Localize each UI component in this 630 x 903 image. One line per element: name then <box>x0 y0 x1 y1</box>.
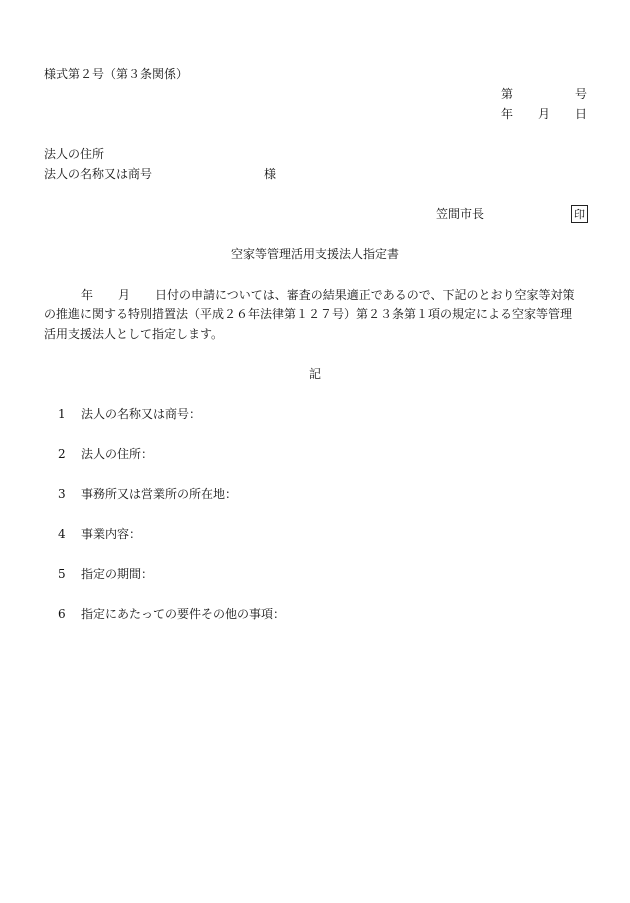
body-line-1-text: 日付の申請については、審査の結果適正であるので、下記のとおり空家等対策 <box>155 288 575 302</box>
item-label: 指定にあたっての要件その他の事項： <box>81 607 286 621</box>
ki-heading: 記 <box>308 367 321 381</box>
item-label: 事業内容： <box>81 527 142 541</box>
item-label: 法人の住所： <box>81 447 154 461</box>
item-number: 4 <box>58 527 66 541</box>
number-suffix: 号 <box>574 87 587 101</box>
body-line-3: 活用支援法人として指定します。 <box>44 327 224 341</box>
list-item <box>58 408 201 420</box>
recipient-name-label: 法人の名称又は商号 <box>44 167 153 181</box>
number-prefix: 第 <box>501 87 514 101</box>
body-line-2: の推進に関する特別措置法（平成２６年法律第１２７号）第２３条第１項の規定による空家等管理 <box>44 307 573 321</box>
item-label: 事務所又は営業所の所在地： <box>81 487 238 501</box>
body-year-label: 年 <box>81 288 94 302</box>
document-number <box>501 88 587 100</box>
document-date <box>501 108 587 120</box>
recipient-honorific: 様 <box>264 167 277 181</box>
document-title: 空家等管理活用支援法人指定書 <box>230 247 399 261</box>
list-item <box>58 608 285 620</box>
recipient-address-label: 法人の住所 <box>44 147 105 161</box>
item-label: 指定の期間： <box>81 567 154 581</box>
item-number: 3 <box>58 487 66 501</box>
item-number: 6 <box>58 607 66 621</box>
list-item <box>58 488 237 500</box>
body-month-label: 月 <box>118 288 131 302</box>
item-number: 2 <box>58 447 66 461</box>
form-number: 様式第２号（第３条関係） <box>44 67 189 81</box>
item-number: 5 <box>58 567 66 581</box>
list-item <box>58 448 153 460</box>
list-item <box>58 568 153 580</box>
seal-stamp: 印 <box>571 205 588 223</box>
item-label: 法人の名称又は商号： <box>81 407 202 421</box>
issuer-title: 笠間市長 <box>436 207 485 221</box>
date-year-label: 年 <box>501 107 514 121</box>
date-day-label: 日 <box>574 107 587 121</box>
date-month-label: 月 <box>538 107 551 121</box>
item-number: 1 <box>58 407 66 421</box>
list-item <box>58 528 141 540</box>
